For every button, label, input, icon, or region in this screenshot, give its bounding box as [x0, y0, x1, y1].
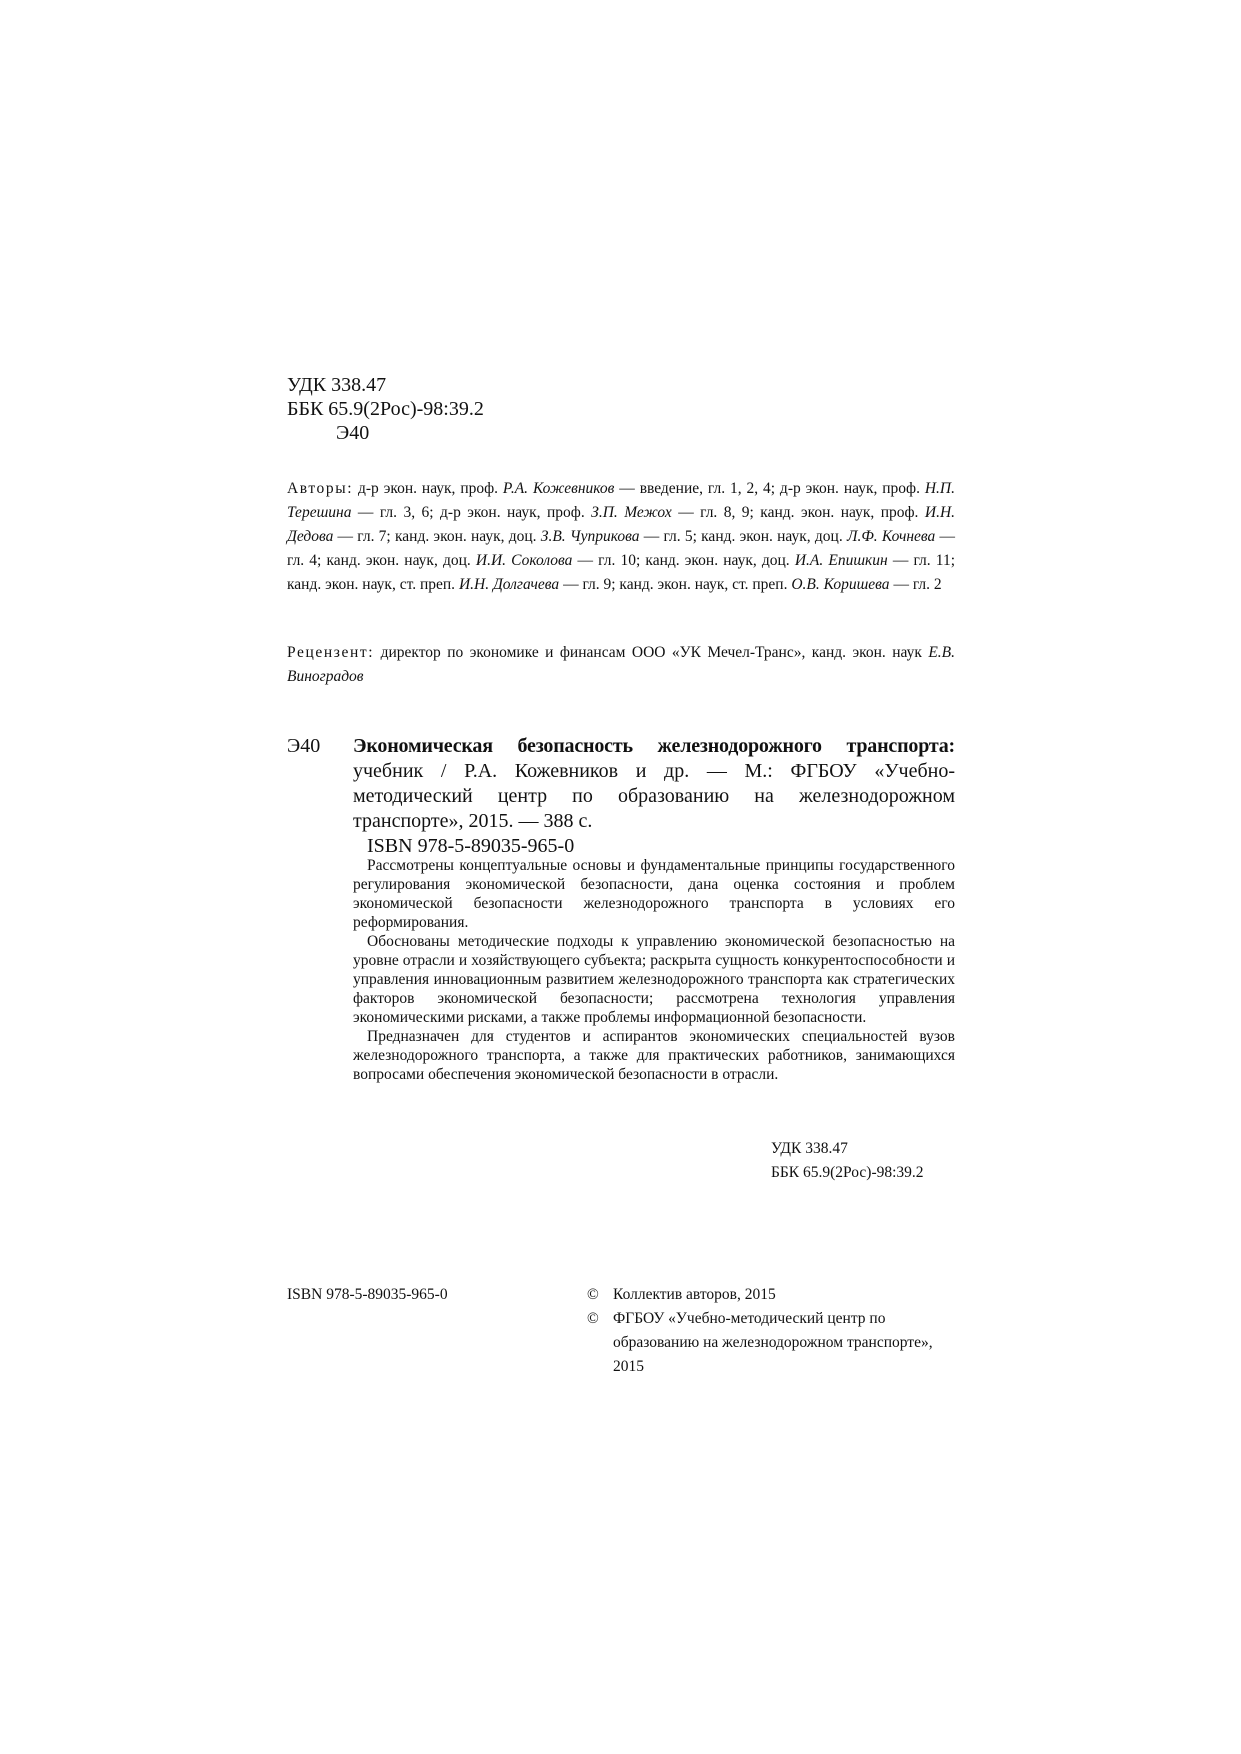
annotation [353, 856, 955, 1084]
authors-text: — введение, гл. 1, 2, 4; д-р экон. наук, проф. [614, 480, 925, 497]
authors-text: д-р экон. наук, проф. [353, 480, 503, 497]
author-mark: Э40 [336, 422, 370, 444]
biblio-author-mark: Э40 [287, 735, 321, 757]
book-title: Экономическая безопасность железнодорожного транспорта: [353, 735, 955, 757]
authors-text: — гл. 8, 9; канд. экон. наук, проф. [671, 504, 925, 521]
copyright-block [585, 1283, 965, 1379]
author-name: И.И. Соколова [475, 552, 573, 569]
bbk-code: ББК 65.9(2Рос)-98:39.2 [287, 398, 484, 420]
annotation-paragraph: Обоснованы методические подходы к управлению экономической безопасностью на уровне отрасли и хозяйствующего субъекта; раскрыта сущность конкурентоспособности и управления инновационным развитием железнодорожного транспорта как стратегических факторов экономической безопасности; рассмотрена технология управления экономическими рисками, а также проблемы информационной безопасности. [353, 933, 955, 1026]
bibliographic-record [287, 734, 955, 859]
copyright-line [585, 1283, 965, 1307]
copyright-line [585, 1307, 965, 1379]
annotation-paragraph: Рассмотрены концептуальные основы и фундаментальные принципы государственного регулирования экономической безопасности, дана оценка состояния и проблем экономической безопасности железнодорожного транспорта в условиях его реформирования. [353, 857, 955, 931]
author-name: Л.Ф. Кочнева [846, 528, 936, 545]
classification-codes-bottom [771, 1137, 924, 1185]
annotation-paragraph: Предназначен для студентов и аспирантов экономических специальностей вузов железнодорожного транспорта, а также для практических работников, занимающихся вопросами обеспечения экономической безопасности в отрасли. [353, 1028, 955, 1083]
classification-codes-top [287, 373, 484, 445]
authors-label: Авторы: [287, 480, 354, 497]
reviewer-name: Е.В. Виноградов [287, 644, 955, 685]
author-name: З.В. Чуприкова [540, 528, 640, 545]
author-name: И.Н. Долгачева [458, 576, 560, 593]
copyright-symbol: © [587, 1310, 599, 1327]
bbk-code: ББК 65.9(2Рос)-98:39.2 [771, 1164, 924, 1181]
authors-text: — гл. 3, 6; д-р экон. наук, проф. [351, 504, 592, 521]
authors-text: — гл. 4; канд. экон. наук, доц. [287, 528, 956, 569]
reviewer-label: Рецензент: [287, 644, 375, 661]
biblio-details: учебник / Р.А. Кожевников и др. — М.: ФГБОУ «Учебно-методический центр по образованию на железнодорожном транспорте», 2015. — 388 с. [353, 760, 955, 832]
copyright-text: ФГБОУ «Учебно-методический центр по образованию на железнодорожном транспорте», 2015 [613, 1310, 933, 1375]
biblio-description [353, 734, 955, 834]
author-name: И.Н. Дедова [287, 504, 956, 545]
authors-block [287, 477, 955, 597]
copyright-symbol: © [587, 1286, 599, 1303]
copyright-text: Коллектив авторов, 2015 [613, 1286, 776, 1303]
author-name: Н.П. Терешина [287, 480, 955, 521]
authors-text: — гл. 2 [889, 576, 942, 593]
author-name: И.А. Епишкин [794, 552, 888, 569]
reviewer-text: директор по экономике и финансам ООО «УК Мечел-Транс», канд. экон. наук [374, 644, 929, 661]
authors-text: — гл. 9; канд. экон. наук, ст. преп. [559, 576, 792, 593]
authors-text: — гл. 10; канд. экон. наук, доц. [572, 552, 795, 569]
reviewer-block [287, 641, 955, 689]
udk-code: УДК 338.47 [771, 1140, 848, 1157]
author-name: Р.А. Кожевников [502, 480, 615, 497]
author-name: З.П. Межох [591, 504, 672, 521]
udk-code: УДК 338.47 [287, 374, 387, 396]
footer-isbn: ISBN 978-5-89035-965-0 [287, 1286, 448, 1303]
biblio-isbn: ISBN 978-5-89035-965-0 [367, 835, 575, 857]
author-name: О.В. Коришева [791, 576, 890, 593]
authors-text: — гл. 7; канд. экон. наук, доц. [333, 528, 541, 545]
authors-text: — гл. 11; канд. экон. наук, ст. преп. [287, 552, 955, 593]
authors-text: — гл. 5; канд. экон. наук, доц. [639, 528, 847, 545]
